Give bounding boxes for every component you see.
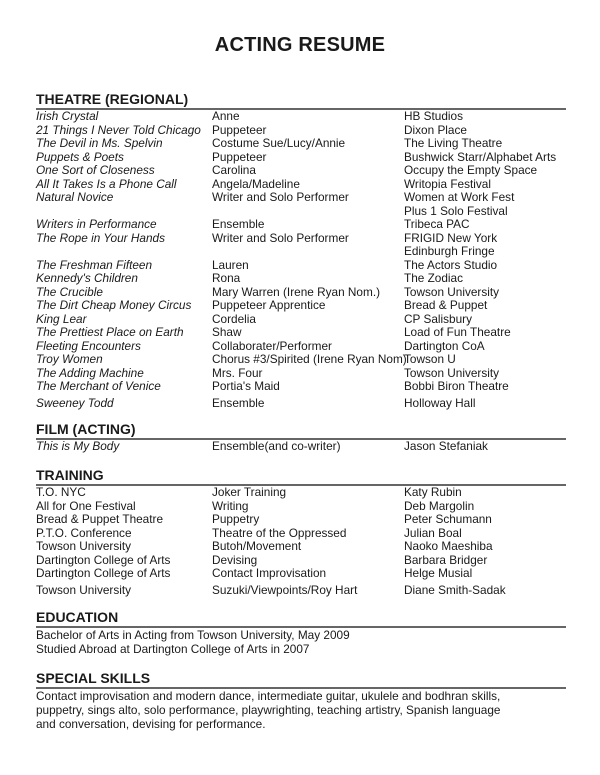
section-heading: EDUCATION — [36, 609, 566, 628]
role-cell: Anne — [212, 109, 240, 123]
table-row — [36, 299, 566, 313]
table-row — [36, 124, 566, 138]
table-row — [36, 178, 566, 192]
role-cell: Collaborater/Performer — [212, 338, 332, 353]
skills-section — [36, 670, 566, 731]
production-cell: The Adding Machine — [36, 365, 144, 380]
venue-cell: Naoko Maeshiba — [404, 539, 493, 553]
venue-cell: FRIGID New York — [404, 230, 498, 245]
resume-title: ACTING RESUME — [214, 34, 386, 56]
role-cell: Puppeteer — [212, 149, 267, 164]
venue-cell: The Actors Studio — [404, 257, 498, 272]
venue-cell: Katy Rubin — [404, 485, 462, 499]
table-row — [36, 513, 566, 527]
section-heading: THEATRE (REGIONAL) — [36, 91, 566, 110]
table-row — [36, 367, 566, 381]
production-cell: The Crucible — [36, 284, 103, 299]
table-row — [36, 164, 566, 178]
venue-cell: Deb Margolin — [404, 498, 475, 513]
table-row — [36, 286, 566, 300]
venue-cell: Bushwick Starr/Alphabet Arts — [404, 149, 557, 164]
role-cell: Puppeteer Apprentice — [212, 298, 326, 312]
education-line: Bachelor of Arts in Acting from Towson University, May 2009 — [36, 628, 350, 642]
production-cell: 21 Things I Never Told Chicago — [36, 122, 201, 137]
production-cell: The Dirt Cheap Money Circus — [36, 298, 192, 312]
venue-cell: Load of Fun Theatre — [404, 325, 511, 339]
production-cell: Writers in Performance — [36, 217, 157, 231]
production-cell: Kennedy's Children — [36, 271, 138, 285]
venue-cell: Jason Stefaniak — [404, 439, 488, 453]
role-cell: Mary Warren (Irene Ryan Nom.) — [212, 284, 381, 299]
venue-cell: Plus 1 Solo Festival — [404, 203, 508, 218]
role-cell: Portia's Maid — [212, 379, 280, 393]
production-cell: Sweeney Todd — [36, 395, 114, 410]
role-cell: Writing — [212, 498, 249, 513]
venue-cell: Edinburgh Fringe — [404, 244, 495, 258]
production-cell: The Devil in Ms. Spelvin — [36, 136, 163, 150]
role-cell: Ensemble — [212, 217, 265, 231]
venue-cell: Peter Schumann — [404, 512, 492, 526]
venue-cell: Writopia Festival — [404, 176, 491, 191]
venue-cell: The Zodiac — [404, 271, 464, 285]
production-cell: Dartington College of Arts — [36, 552, 171, 567]
role-cell: Ensemble(and co-writer) — [212, 439, 341, 453]
table-row — [36, 110, 566, 124]
role-cell: Angela/Madeline — [212, 176, 300, 191]
theatre-rows — [36, 110, 566, 410]
production-cell: Towson University — [36, 539, 132, 553]
production-cell: One Sort of Closeness — [36, 163, 155, 177]
venue-cell: Bread & Puppet — [404, 298, 488, 312]
table-row — [36, 259, 566, 273]
production-cell: The Merchant of Venice — [36, 379, 161, 393]
table-row — [36, 340, 566, 354]
role-cell: Costume Sue/Lucy/Annie — [212, 136, 346, 150]
table-row — [36, 218, 566, 232]
table-row — [36, 272, 566, 286]
production-cell: Bread & Puppet Theatre — [36, 512, 164, 526]
film-rows — [36, 440, 566, 454]
production-cell: Irish Crystal — [36, 109, 99, 123]
venue-cell: Helge Musial — [404, 566, 473, 580]
table-row — [36, 232, 566, 246]
skills-text: Contact improvisation and modern dance, intermediate guitar, ukulele and bodhran skills, puppetry, sings alto, solo performance, playwrighting, teaching artistry, Spanish language and conversation, devising for performance. — [36, 689, 501, 731]
table-row — [36, 205, 566, 219]
venue-cell: CP Salisbury — [404, 311, 472, 326]
table-row — [36, 397, 566, 411]
production-cell: All for One Festival — [36, 498, 136, 513]
production-cell: Troy Women — [36, 352, 103, 366]
venue-cell: Barbara Bridger — [404, 552, 488, 567]
role-cell: Shaw — [212, 325, 242, 339]
section-heading: FILM (ACTING) — [36, 421, 566, 440]
role-cell: Contact Improvisation — [212, 566, 327, 580]
film-section — [36, 421, 566, 454]
production-cell: Towson University — [36, 582, 132, 597]
table-row — [36, 380, 566, 394]
table-row — [36, 500, 566, 514]
production-cell: P.T.O. Conference — [36, 525, 132, 540]
theatre-section — [36, 91, 566, 410]
role-cell: Chorus #3/Spirited (Irene Ryan Nom) — [212, 352, 407, 366]
table-row — [36, 137, 566, 151]
production-cell: All It Takes Is a Phone Call — [36, 176, 177, 191]
table-row — [36, 353, 566, 367]
training-rows — [36, 486, 566, 597]
production-cell: The Freshman Fifteen — [36, 257, 153, 272]
role-cell: Mrs. Four — [212, 365, 263, 380]
table-row — [36, 440, 566, 454]
table-row — [36, 540, 566, 554]
table-row — [36, 151, 566, 165]
role-cell: Devising — [212, 552, 258, 567]
venue-cell: Dartington CoA — [404, 338, 485, 353]
role-cell: Writer and Solo Performer — [212, 190, 349, 204]
role-cell: Theatre of the Oppressed — [212, 525, 347, 540]
production-cell: Fleeting Encounters — [36, 338, 141, 353]
table-row — [36, 584, 566, 598]
table-row — [36, 554, 566, 568]
venue-cell: Bobbi Biron Theatre — [404, 379, 509, 393]
role-cell: Suzuki/Viewpoints/Roy Hart — [212, 582, 358, 597]
venue-cell: Diane Smith-Sadak — [404, 582, 506, 597]
table-row — [36, 486, 566, 500]
production-cell: This is My Body — [36, 439, 120, 453]
training-section — [36, 467, 566, 597]
table-row — [36, 567, 566, 581]
production-cell: King Lear — [36, 311, 87, 326]
production-cell: The Rope in Your Hands — [36, 230, 165, 245]
production-cell: Dartington College of Arts — [36, 566, 171, 580]
venue-cell: Holloway Hall — [404, 395, 476, 410]
production-cell: The Prettiest Place on Earth — [36, 325, 184, 339]
role-cell: Rona — [212, 271, 241, 285]
production-cell: Puppets & Poets — [36, 149, 124, 164]
table-row — [36, 245, 566, 259]
section-heading: SPECIAL SKILLS — [36, 670, 566, 689]
table-row — [36, 313, 566, 327]
education-section — [36, 609, 566, 656]
venue-cell: Towson U — [404, 352, 456, 366]
role-cell: Butoh/Movement — [212, 539, 302, 553]
table-row — [36, 326, 566, 340]
venue-cell: Dixon Place — [404, 122, 467, 137]
production-cell: T.O. NYC — [36, 485, 86, 499]
role-cell: Writer and Solo Performer — [212, 230, 349, 245]
role-cell: Carolina — [212, 163, 256, 177]
venue-cell: HB Studios — [404, 109, 464, 123]
education-line: Studied Abroad at Dartington College of Arts in 2007 — [36, 642, 310, 656]
table-row — [36, 191, 566, 205]
venue-cell: Towson University — [404, 365, 500, 380]
role-cell: Puppetry — [212, 512, 260, 526]
section-heading: TRAINING — [36, 467, 566, 486]
role-cell: Joker Training — [212, 485, 287, 499]
role-cell: Puppeteer — [212, 122, 267, 137]
role-cell: Lauren — [212, 257, 249, 272]
production-cell: Natural Novice — [36, 190, 114, 204]
venue-cell: Towson University — [404, 284, 500, 299]
role-cell: Cordelia — [212, 311, 256, 326]
role-cell: Ensemble — [212, 395, 265, 410]
venue-cell: Occupy the Empty Space — [404, 163, 538, 177]
venue-cell: Women at Work Fest — [404, 190, 515, 204]
venue-cell: Julian Boal — [404, 525, 462, 540]
venue-cell: Tribeca PAC — [404, 217, 470, 231]
venue-cell: The Living Theatre — [404, 136, 503, 150]
table-row — [36, 527, 566, 541]
